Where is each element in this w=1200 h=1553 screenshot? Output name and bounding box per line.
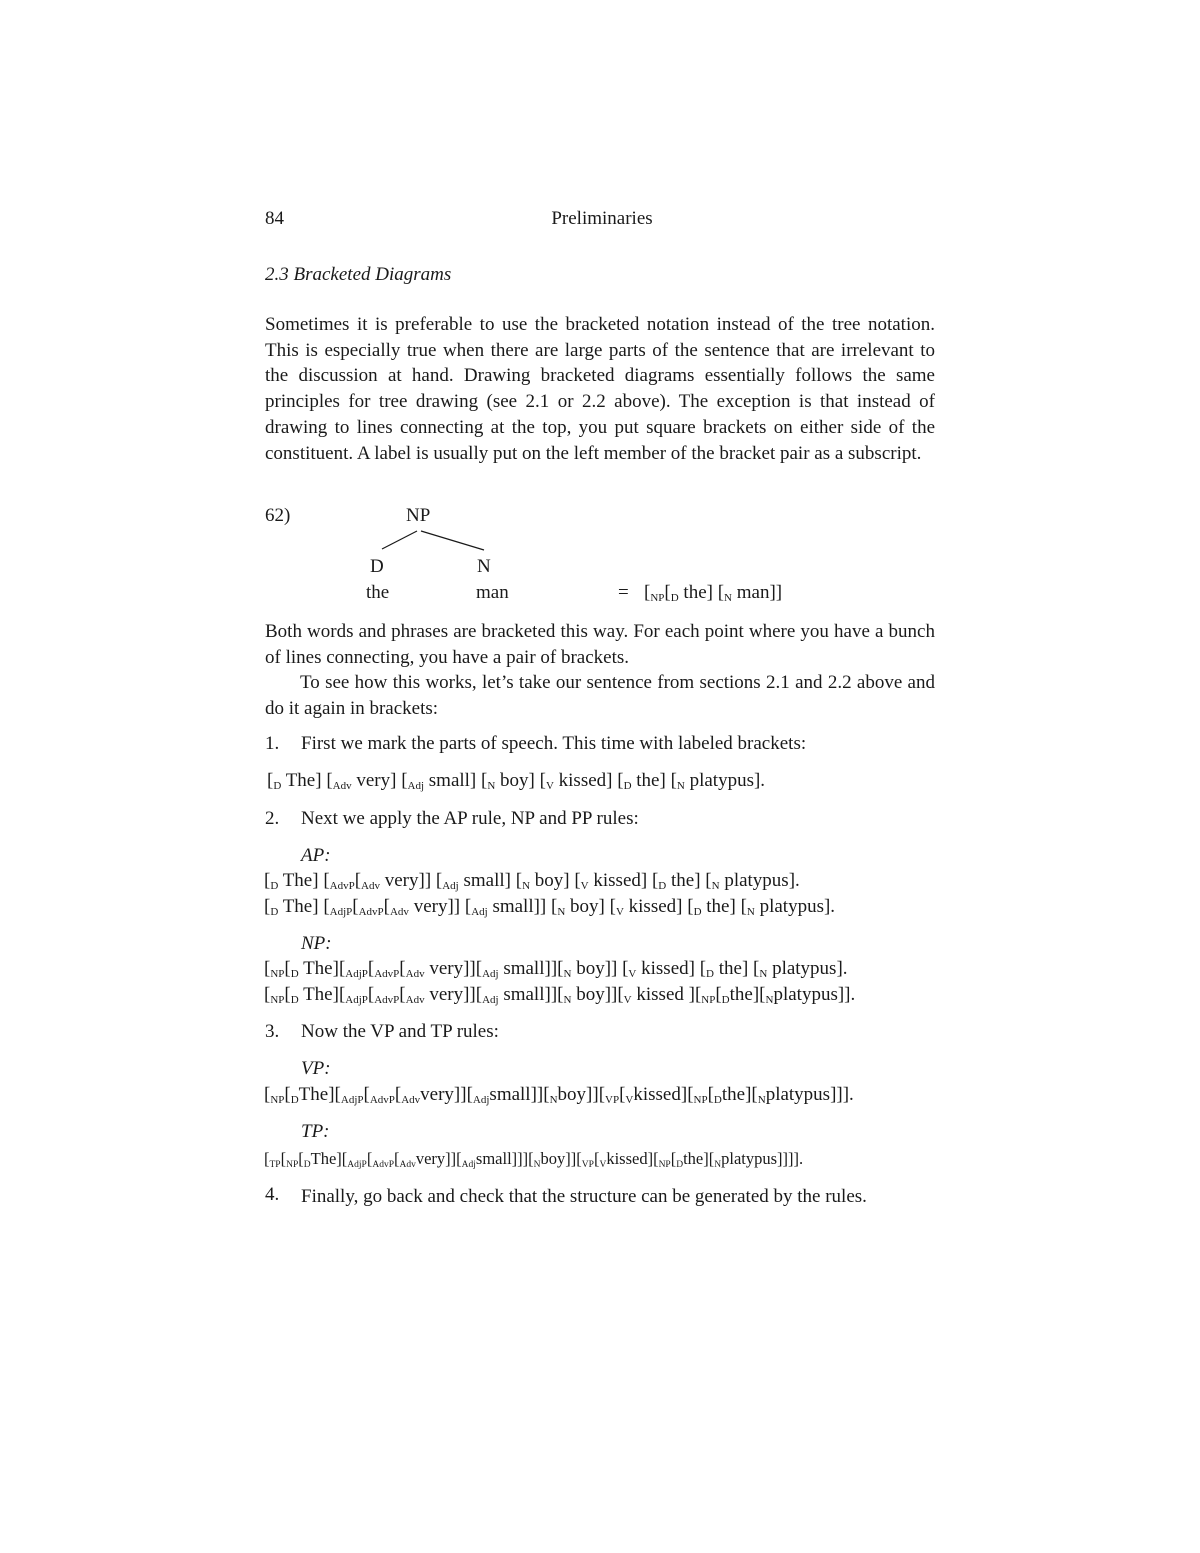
bracket-word: kissed]	[633, 1084, 688, 1105]
bracket-label: D	[658, 880, 667, 892]
bracket-label: Adv	[361, 880, 380, 892]
bracket-label: D	[713, 1094, 722, 1106]
bracket-label: NP	[286, 1160, 299, 1170]
bracket-line	[264, 870, 800, 892]
bracket-word: platypus]]].	[765, 1084, 854, 1105]
bracket-label: N	[533, 1160, 541, 1170]
bracket-line	[264, 958, 848, 980]
running-title: Preliminaries	[551, 208, 653, 229]
bracket-label: Adv	[401, 1094, 421, 1106]
bracket-open: [	[653, 1149, 659, 1168]
page-number: 84	[265, 208, 284, 229]
bracket-open: [	[609, 896, 616, 917]
bracket-word: very]]	[424, 958, 476, 979]
bracket-open: [	[466, 1084, 473, 1105]
bracket-label: N	[522, 880, 531, 892]
bracket-label: N	[746, 906, 755, 918]
bracket-open: [	[394, 1084, 402, 1105]
vp-label: VP:	[301, 1058, 331, 1079]
bracket-label: V	[628, 968, 637, 980]
bracket-open: [	[528, 1149, 534, 1168]
bracket-word: The]	[298, 1084, 335, 1105]
bracket-label: D	[706, 968, 714, 980]
bracket-word: the]	[729, 984, 760, 1005]
bracket-open: [	[644, 582, 651, 603]
bracket-word: small]]]	[475, 1149, 529, 1168]
bracket-open: [	[622, 958, 629, 979]
bracket-word: small]]	[498, 958, 558, 979]
bracket-word: The]	[278, 870, 324, 891]
bracket-line	[264, 896, 835, 918]
bracket-word: boy]]	[571, 984, 618, 1005]
bracket-open: [	[323, 870, 330, 891]
bracket-label: TP	[269, 1160, 281, 1170]
bracket-open: [	[401, 770, 408, 791]
bracket-label: D	[721, 994, 730, 1006]
bracket-label: AdjP	[347, 1160, 367, 1170]
bracket-open: [	[264, 896, 271, 917]
bracket-open: [	[264, 1084, 271, 1105]
bracket-open: [	[617, 770, 624, 791]
bracket-open: [	[464, 896, 472, 917]
bracket-word: small]	[424, 770, 482, 791]
step-number: 1.	[265, 733, 280, 754]
bracket-open: [	[515, 870, 523, 891]
bracket-label: N	[676, 780, 685, 792]
bracket-word: man]]	[732, 582, 783, 603]
bracket-word: kissed ]	[631, 984, 695, 1005]
bracket-word: The]	[281, 770, 327, 791]
bracket-label: Adj	[471, 906, 488, 918]
example-bracketed	[644, 582, 782, 604]
tree-left-word: the	[366, 582, 390, 603]
bracket-label: N	[759, 968, 768, 980]
bracket-word: platypus]].	[773, 984, 856, 1005]
bracket-word: platypus].	[719, 870, 800, 891]
bracket-label: V	[623, 994, 632, 1006]
bracket-open: [	[323, 896, 330, 917]
bracket-open: [	[284, 958, 291, 979]
bracket-word: boy]	[565, 896, 610, 917]
bracket-line	[264, 984, 855, 1006]
bracket-label: AdvP	[374, 968, 400, 980]
bracket-label: D	[303, 1160, 311, 1170]
bracket-word: small]]	[498, 984, 558, 1005]
bracket-word: very]]	[424, 984, 476, 1005]
bracket-line	[264, 1149, 803, 1169]
bracket-open: [	[298, 1149, 304, 1168]
bracket-open: [	[699, 958, 707, 979]
bracket-label: Adj	[482, 968, 499, 980]
bracket-label: Adv	[405, 994, 425, 1006]
bracket-word: platypus].	[754, 896, 836, 917]
bracket-label: Adj	[482, 994, 499, 1006]
bracket-label: N	[711, 880, 720, 892]
step-text: Finally, go back and check that the structure can be generated by the rules.	[301, 1186, 867, 1207]
bracket-word: The]	[310, 1149, 342, 1168]
step-number: 4.	[265, 1184, 280, 1205]
bracket-open: [	[705, 870, 712, 891]
bracket-open: [	[393, 1149, 400, 1168]
bracket-word: the]	[701, 896, 741, 917]
bracket-open: [	[264, 1149, 270, 1168]
bracket-word: the]	[678, 582, 713, 603]
bracket-open: [	[619, 1084, 626, 1105]
bracket-label: AdjP	[345, 968, 368, 980]
section-heading: 2.3 Bracketed Diagrams	[265, 264, 452, 285]
bracket-label: D	[270, 906, 279, 918]
bracket-label: Adj	[407, 780, 425, 792]
bracket-label: D	[623, 780, 632, 792]
bracket-label: AdvP	[372, 1160, 394, 1170]
bracket-open: [	[687, 1084, 694, 1105]
bracket-open: [	[670, 770, 677, 791]
bracket-word: boy]]	[571, 958, 623, 979]
bracket-open: [	[284, 984, 291, 1005]
bracket-open: [	[334, 1084, 341, 1105]
bracket-open: [	[694, 984, 702, 1005]
bracket-open: [	[715, 984, 722, 1005]
bracket-open: [	[383, 896, 390, 917]
bracket-word: the]	[666, 870, 706, 891]
bracket-word: kissed]	[553, 770, 618, 791]
bracket-line	[267, 770, 765, 792]
bracket-open: [	[475, 958, 483, 979]
tree-branch-right	[421, 531, 484, 550]
bracket-open: [	[539, 770, 546, 791]
bracket-label: Adv	[399, 1160, 416, 1170]
bracket-open: [	[481, 770, 488, 791]
step-number: 2.	[265, 808, 280, 829]
bracket-label: D	[290, 994, 299, 1006]
tree-branch-left	[382, 531, 417, 549]
bracket-open: [	[284, 1084, 291, 1105]
tree-right-word: man	[476, 582, 509, 603]
tree-root-label: NP	[406, 505, 431, 526]
step-number: 3.	[265, 1021, 280, 1042]
bracket-label: Adj	[461, 1160, 476, 1170]
bracket-label: Adv	[332, 780, 352, 792]
step-text: Now the VP and TP rules:	[301, 1021, 499, 1042]
bracket-word: small]	[458, 870, 516, 891]
bracket-label: AdjP	[329, 906, 353, 918]
bracket-label: D	[676, 1160, 684, 1170]
bracket-label: NP	[270, 1094, 285, 1106]
bracket-word: platypus].	[684, 770, 766, 791]
bracket-label: N	[765, 994, 774, 1006]
bracket-open: [	[435, 870, 443, 891]
bracket-line	[264, 1084, 854, 1106]
bracket-open: [	[753, 958, 760, 979]
bracket-label: Adj	[442, 880, 459, 892]
bracket-open: [	[712, 582, 725, 603]
bracket-word: the]	[631, 770, 671, 791]
bracket-word: the]	[683, 1149, 709, 1168]
bracket-open: [	[617, 984, 624, 1005]
paragraph-2: Both words and phrases are bracketed this way. For each point where you have a bunch of lines connecting, you have a pair of brackets.	[265, 621, 935, 668]
bracket-label: NP	[270, 994, 285, 1006]
bracket-word: kissed]	[636, 958, 700, 979]
bracket-label: Adv	[405, 968, 425, 980]
bracket-label: V	[625, 1094, 634, 1106]
example-number: 62)	[265, 505, 291, 526]
bracket-open: [	[576, 1149, 582, 1168]
bracket-label: D	[693, 906, 702, 918]
bracket-label: N	[557, 906, 566, 918]
bracket-word: The]	[298, 958, 339, 979]
ap-label: AP:	[301, 845, 331, 866]
step-text: First we mark the parts of speech. This time with labeled brackets:	[301, 733, 807, 754]
bracket-label: V	[599, 1160, 607, 1170]
bracket-word: very]]	[420, 1084, 467, 1105]
bracket-label: AdvP	[374, 994, 400, 1006]
bracket-open: [	[574, 870, 581, 891]
tp-label: TP:	[301, 1121, 330, 1142]
bracket-label: D	[273, 780, 282, 792]
bracket-word: kissed]	[606, 1149, 654, 1168]
bracket-open: [	[708, 1149, 715, 1168]
bracket-open: [	[399, 958, 406, 979]
bracket-label: N	[757, 1094, 766, 1106]
paragraph-3: To see how this works, let’s take our sentence from sections 2.1 and 2.2 above and do it again in brackets:	[265, 672, 935, 720]
bracket-open: [	[551, 896, 558, 917]
bracket-label: N	[549, 1094, 558, 1106]
np-label: NP:	[301, 933, 332, 954]
bracket-label: V	[580, 880, 589, 892]
bracket-open: [	[352, 896, 359, 917]
bracket-open: [	[751, 1084, 758, 1105]
bracket-word: platypus]]]].	[721, 1149, 804, 1168]
bracket-open: [	[363, 1084, 370, 1105]
bracket-word: platypus].	[767, 958, 848, 979]
bracket-label: VP	[605, 1094, 620, 1106]
bracket-word: very]]	[408, 896, 465, 917]
bracket-word: boy]	[495, 770, 540, 791]
bracket-label: D	[290, 1094, 299, 1106]
bracket-open: [	[664, 582, 671, 603]
bracket-word: kissed]	[623, 896, 688, 917]
bracket-word: small]]	[489, 1084, 544, 1105]
bracket-open: [	[456, 1149, 462, 1168]
bracket-word: the]	[721, 1084, 752, 1105]
bracket-open: [	[326, 770, 333, 791]
bracket-open: [	[651, 870, 659, 891]
tree-right-label: N	[477, 556, 491, 577]
bracket-open: [	[593, 1149, 600, 1168]
bracket-open: [	[687, 896, 694, 917]
step-text: Next we apply the AP rule, NP and PP rules:	[301, 808, 639, 829]
bracket-word: boy]]	[557, 1084, 599, 1105]
body-paragraphs	[265, 619, 935, 722]
bracket-label: N	[487, 780, 496, 792]
bracket-label: NP	[701, 994, 716, 1006]
bracket-label: D	[270, 880, 279, 892]
bracket-open: [	[267, 770, 274, 791]
bracket-label: NP	[658, 1160, 671, 1170]
bracket-open: [	[338, 958, 346, 979]
bracket-open: [	[759, 984, 766, 1005]
bracket-open: [	[264, 984, 271, 1005]
bracket-word: very]]	[379, 870, 436, 891]
bracket-open: [	[264, 958, 271, 979]
equals-sign: =	[618, 582, 629, 603]
bracket-open: [	[367, 958, 375, 979]
bracket-open: [	[670, 1149, 677, 1168]
bracket-word: small]]	[487, 896, 552, 917]
bracket-word: boy]	[530, 870, 575, 891]
bracket-word: very]	[351, 770, 402, 791]
bracket-label: AdvP	[369, 1094, 395, 1106]
bracket-label: Adj	[472, 1094, 490, 1106]
bracket-open: [	[280, 1149, 287, 1168]
bracket-label: N	[563, 968, 572, 980]
bracket-open: [	[338, 984, 346, 1005]
bracket-label: N	[563, 994, 572, 1006]
bracket-label: VP	[581, 1160, 594, 1170]
bracket-open: [	[557, 984, 564, 1005]
tree-left-label: D	[370, 556, 384, 577]
bracket-label: N	[724, 592, 732, 604]
bracket-open: [	[367, 984, 375, 1005]
bracket-open: [	[366, 1149, 373, 1168]
bracket-open: [	[707, 1084, 714, 1105]
bracket-label: NP	[270, 968, 285, 980]
bracket-word: very]]	[415, 1149, 457, 1168]
bracket-label: Adv	[389, 906, 409, 918]
bracket-word: The]	[298, 984, 339, 1005]
bracket-open: [	[264, 870, 271, 891]
bracket-open: [	[399, 984, 406, 1005]
bracket-label: AdvP	[329, 880, 355, 892]
bracket-label: V	[615, 906, 624, 918]
bracket-word: kissed]	[588, 870, 652, 891]
bracket-word: boy]]	[540, 1149, 577, 1168]
bracket-label: NP	[693, 1094, 708, 1106]
bracket-open: [	[341, 1149, 348, 1168]
bracket-word: the]	[713, 958, 754, 979]
bracket-label: D	[670, 592, 679, 604]
intro-paragraph-text: Sometimes it is preferable to use the bracketed notation instead of the tree notation. This is especially true when there are large parts of the sentence that are irrelevant to the discussion at hand. Drawing bracketed diagrams essentially follows the same principles for tree drawing (see 2.1 or 2.2 above). The exception is that instead of drawing to lines connecting at the top, you put square brackets on either side of the constituent. A label is usually put on the left member of the bracket pair as a subscript.	[265, 314, 935, 464]
bracket-open: [	[354, 870, 362, 891]
bracket-open: [	[557, 958, 564, 979]
bracket-word: The]	[278, 896, 324, 917]
bracket-label: AdvP	[358, 906, 384, 918]
bracket-label: NP	[650, 592, 665, 604]
bracket-open: [	[475, 984, 483, 1005]
bracket-open: [	[598, 1084, 606, 1105]
bracket-label: V	[545, 780, 554, 792]
bracket-label: AdjP	[340, 1094, 364, 1106]
bracket-open: [	[543, 1084, 550, 1105]
bracket-label: AdjP	[345, 994, 368, 1006]
bracket-label: D	[290, 968, 299, 980]
bracket-open: [	[740, 896, 747, 917]
bracket-label: N	[714, 1160, 722, 1170]
